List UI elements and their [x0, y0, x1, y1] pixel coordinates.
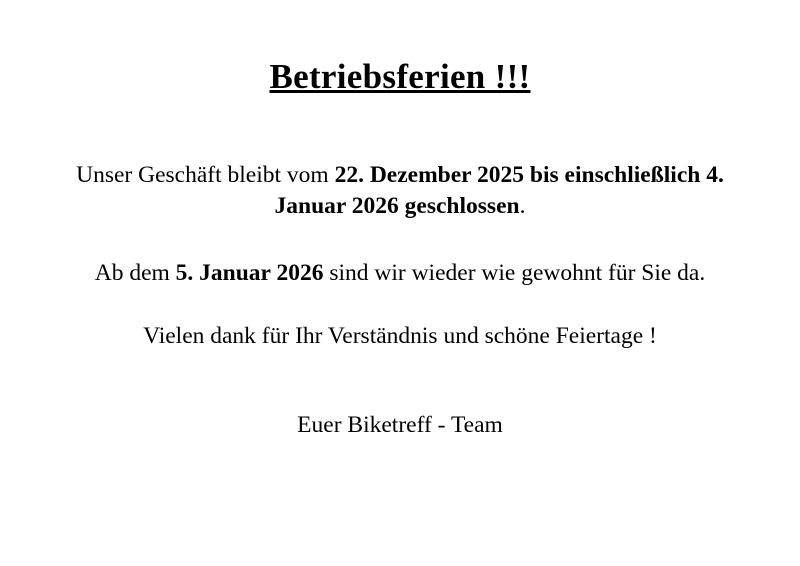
closing-dates-text: 22. Dezember 2025 bis einschließlich 4. Januar 2026 geschlossen: [274, 162, 724, 220]
page-title: Betriebsferien !!!: [269, 57, 531, 96]
reopen-lead-text: Ab dem: [94, 259, 176, 286]
thanks-paragraph: Vielen dank für Ihr Verständnis und schöne Feiertage !: [143, 322, 657, 349]
closing-tail-text: .: [519, 193, 526, 220]
signature-paragraph: Euer Biketreff - Team: [297, 412, 503, 438]
reopen-paragraph: [0, 223, 800, 289]
reopen-tail-text: sind wir wieder wie gewohnt für Sie da.: [323, 259, 706, 286]
closing-period-paragraph: [0, 98, 800, 223]
closing-lead-text: Unser Geschäft bleibt vom: [76, 162, 335, 188]
reopen-date-text: 5. Januar 2026: [175, 259, 324, 286]
